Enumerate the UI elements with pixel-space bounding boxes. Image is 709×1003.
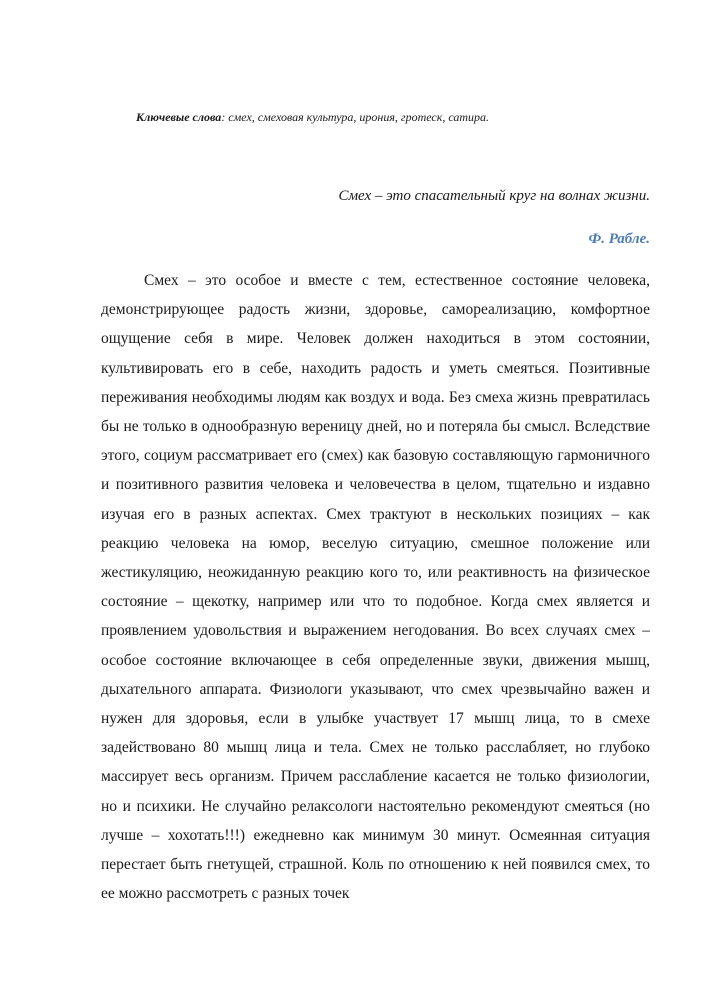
epigraph-quote: Смех – это спасательный круг на волнах жизни. <box>338 188 650 204</box>
body-paragraph: Смех – это особое и вместе с тем, естественное состояние человека, демонстрирующее радость жизни, здоровье, самореализацию, комфортное ощущение себя в мире. Человек должен находиться в этом состоянии, культивировать его в себе, находить радость и уметь смеяться. Позитивные переживания необходимы людям как воздух и вода. Без смеха жизнь превратилась бы не только в однообразную вереницу дней, но и потеряла бы смысл. Вследствие этого, социум рассматривает его (смех) как базовую составляющую гармоничного и позитивного развития человека и человечества в целом, тщательно и издавно изучая его в разных аспектах. Смех трактуют в нескольких позициях – как реакцию человека на юмор, веселую ситуацию, смешное положение или жестикуляцию, неожиданную реакцию кого то, или реактивность на физическое состояние – щекотку, например или что то подобное. Когда смех является и проявлением удовольствия и выражением негодования. Во всех случаях смех – особое состояние включающее в себя определенные звуки, движения мышц, дыхательного аппарата. Физиологи указывают, что смех чрезвычайно важен и нужен для здоровья, если в улыбке участвует 17 мышц лица, то в смехе задействовано 80 мышц лица и тела. Смех не только расслабляет, но глубоко массирует весь организм. Причем расслабление касается не только физиологии, но и психики. Не случайно релаксологи настоятельно рекомендуют смеяться (но лучше – хохотать!!!) ежедневно как минимум 30 минут. Осмеянная ситуация перестает быть гнетущей, страшной. Коль по отношению к ней появился смех, то ее можно рассмотреть с разных точек <box>101 272 650 903</box>
keywords-line <box>136 108 656 126</box>
epigraph-author: Ф. Рабле. <box>588 231 650 247</box>
keywords-text: : смех, смеховая культура, ирония, гротеск, сатира. <box>221 110 490 124</box>
keywords-label: Ключевые слова <box>136 110 222 124</box>
